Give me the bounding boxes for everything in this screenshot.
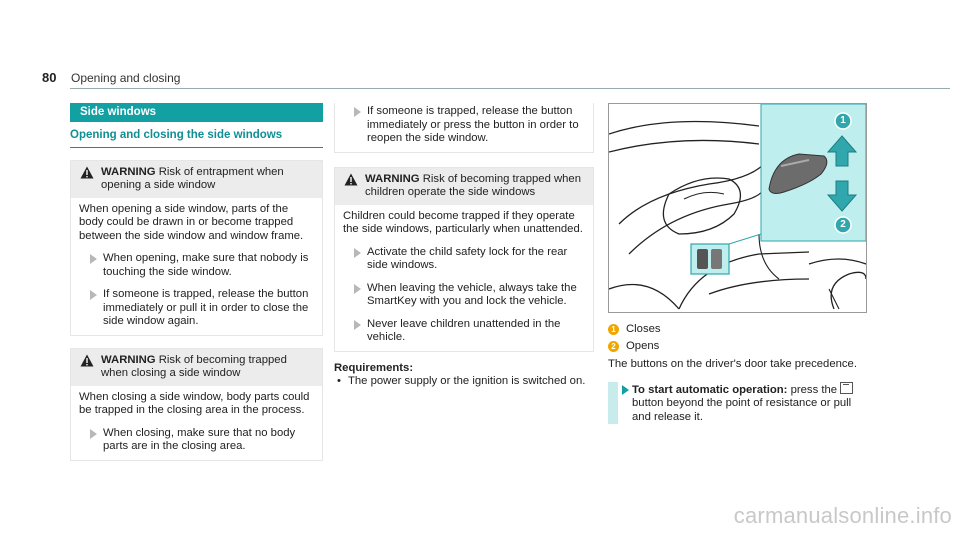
warning-step (79, 427, 314, 454)
warning-box-1 (70, 160, 323, 336)
warning-step-text: When closing, make sure that no body parts are in the closing area. (103, 426, 296, 452)
warning-step (343, 282, 585, 309)
warning-header (71, 161, 322, 198)
description: The buttons on the driver's door take precedence. (608, 358, 857, 370)
warning-header (71, 349, 322, 386)
door-switch-figure (608, 103, 867, 313)
warning-step (343, 105, 585, 146)
warning-label: WARNING (365, 172, 420, 185)
door-panel-illustration (609, 104, 866, 312)
page-section-title: Opening and closing (71, 71, 181, 85)
callout-2: 2 (840, 219, 846, 230)
warning-box-2 (70, 348, 323, 461)
section-title: Side windows (70, 103, 323, 122)
instruction (608, 382, 868, 425)
warning-body: When opening a side window, parts of the body could be drawn in or become trapped between the side window and window frame. (79, 202, 304, 242)
legend-item (608, 340, 868, 354)
step-arrow-icon (622, 385, 629, 395)
column-right (608, 103, 868, 424)
legend-text: Closes (626, 323, 661, 335)
legend-number: 1 (608, 324, 619, 335)
warning-step-text: Never leave children unattended in the vehicle. (367, 317, 561, 343)
warning-step-text: Activate the child safety lock for the rear side windows. (367, 245, 568, 271)
warning-box-2-continued (334, 103, 594, 153)
warning-step (343, 318, 585, 345)
step-arrow-icon (90, 429, 97, 439)
window-switch-icon (840, 382, 853, 394)
warning-label: WARNING (101, 353, 156, 366)
warning-body: When closing a side window, body parts could be trapped in the closing area in the process. (79, 390, 310, 416)
warning-step-text: When opening, make sure that nobody is touching the side window. (103, 252, 309, 278)
column-middle (334, 103, 594, 389)
watermark: carmanualsonline.info (733, 503, 952, 528)
requirements-title: Requirements: (334, 361, 414, 374)
step-arrow-icon (354, 107, 361, 117)
warning-step (343, 246, 585, 273)
warning-triangle-icon (80, 166, 94, 179)
warning-step-text: If someone is trapped, release the button immediately or press the button in order to reopen the side window. (367, 105, 579, 144)
header-rule (70, 88, 950, 89)
warning-header (335, 168, 593, 205)
legend-number: 2 (608, 341, 619, 352)
step-arrow-icon (354, 284, 361, 294)
warning-box-3 (334, 167, 594, 352)
warning-title: Risk of becoming trapped when children operate the side windows (365, 172, 581, 198)
step-arrow-icon (354, 320, 361, 330)
legend-item (608, 323, 868, 337)
step-arrow-icon (90, 290, 97, 300)
warning-step (79, 252, 314, 279)
warning-body: Children could become trapped if they operate the side windows, particularly when unattended. (343, 209, 583, 235)
warning-step-text: When leaving the vehicle, always take the SmartKey with you and lock the vehicle. (367, 281, 577, 307)
warning-title: Risk of entrapment when opening a side window (101, 165, 284, 191)
instruction-text-before: press the (790, 383, 838, 396)
warning-label: WARNING (101, 165, 156, 178)
warning-triangle-icon (80, 354, 94, 367)
switch-highlight (691, 244, 729, 274)
warning-step-text: If someone is trapped, release the button immediately or pull it in order to close the side window again. (103, 288, 309, 327)
callout-1: 1 (840, 115, 846, 126)
warning-triangle-icon (344, 173, 358, 186)
instruction-text-after: button beyond the point of resistance or pull and release it. (632, 397, 852, 423)
warning-step (79, 288, 314, 329)
page-number: 80 (42, 70, 57, 85)
step-arrow-icon (90, 254, 97, 264)
subheading: Opening and closing the side windows (70, 129, 323, 148)
column-left (70, 103, 323, 461)
warning-title: Risk of becoming trapped when closing a side window (101, 353, 287, 379)
instruction-label: To start automatic operation: (632, 383, 788, 396)
requirement-item: • The power supply or the ignition is switched on. (334, 375, 594, 389)
legend-text: Opens (626, 339, 660, 352)
step-arrow-icon (354, 248, 361, 258)
